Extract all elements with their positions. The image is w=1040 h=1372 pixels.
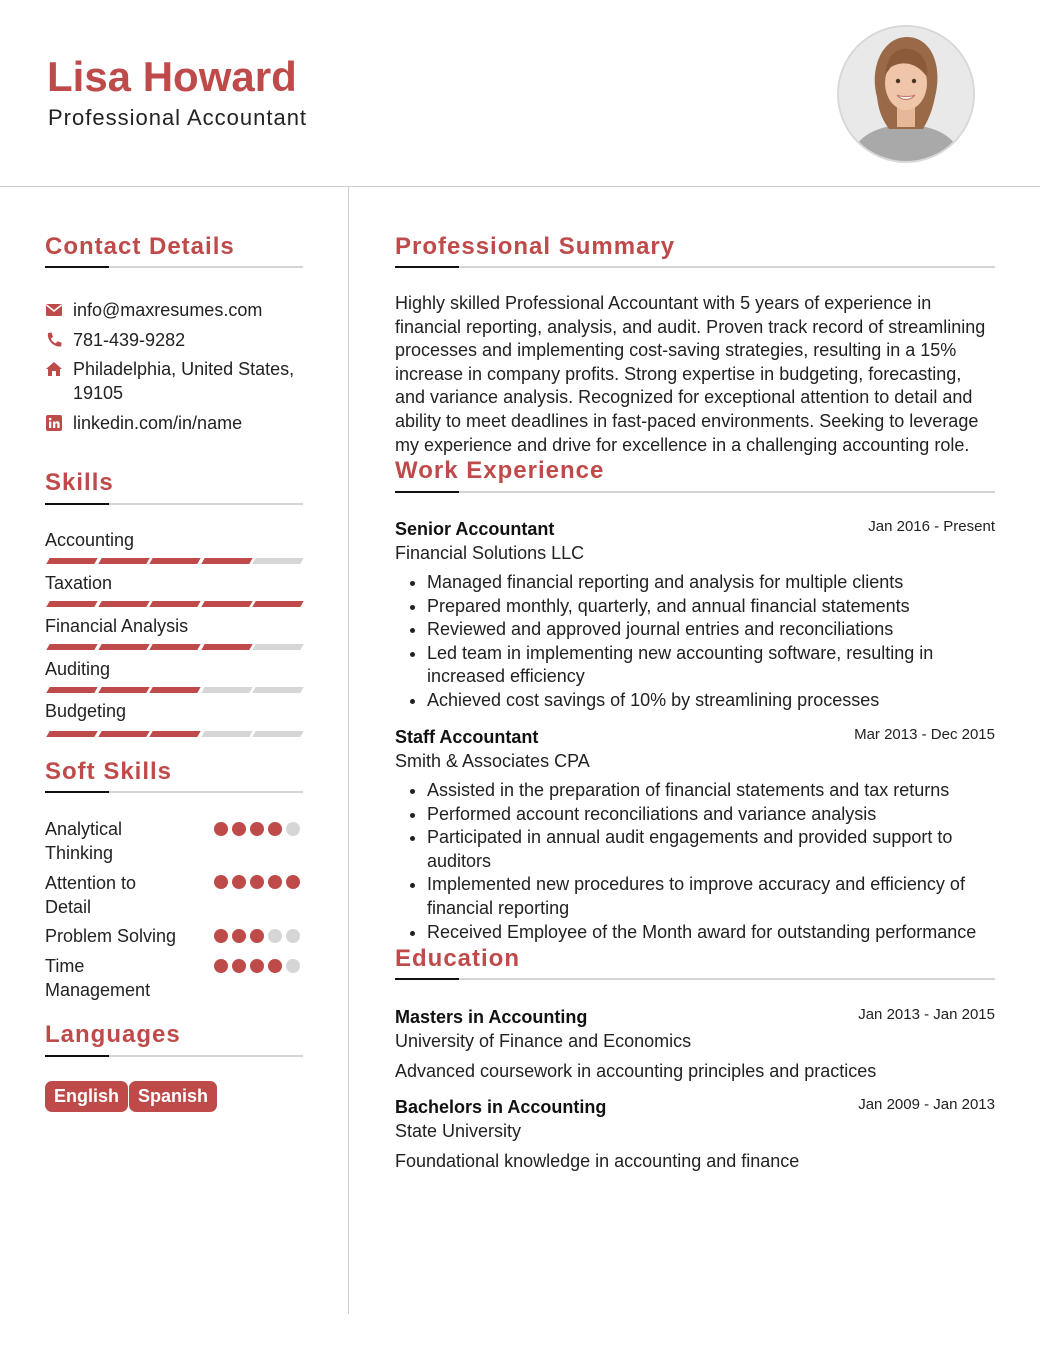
skill-level-segment <box>149 644 200 650</box>
contact-heading: Contact Details <box>45 233 235 260</box>
person-portrait-icon <box>839 27 973 161</box>
skill-level-segment <box>252 601 303 607</box>
job-bullets <box>395 571 995 713</box>
skill-level-segment <box>149 558 200 564</box>
rating-dot <box>214 929 228 943</box>
rating-dot <box>214 822 228 836</box>
skill-level-segment <box>201 601 252 607</box>
education-dates: Jan 2013 - Jan 2015 <box>858 1006 995 1023</box>
candidate-title: Professional Accountant <box>48 105 308 130</box>
skill-level-segment <box>252 644 303 650</box>
envelope-icon <box>45 301 63 319</box>
job-bullet: • Implemented new procedures to improve accuracy and efficiency of financial reporting <box>427 873 995 920</box>
language-badge: Spanish <box>129 1081 217 1112</box>
rating-dot <box>286 959 300 973</box>
summary-text: Highly skilled Professional Accountant with 5 years of experience in financial reporting, analysis, and audit. Proven track record of streamlining processes and implementing cost-saving strategies, resulting in a 15% increase in company profits. Strong expertise in budgeting, forecasting, and variance analysis. Recognized for exceptional attention to detail and ability to meet deadlines in fast-paced environments. Seeking to leverage my experience and drive for excellence in a challenging accounting role. <box>395 293 986 455</box>
skill-level-segment <box>46 731 97 737</box>
job-bullet: • Achieved cost savings of 10% by streamlining processes <box>427 689 995 713</box>
rating-dot <box>250 875 264 889</box>
summary-heading-rule <box>395 266 995 268</box>
rating-dot <box>268 875 282 889</box>
skill-name: Budgeting <box>45 701 127 721</box>
skill-bar <box>45 601 303 607</box>
email-text: info@maxresumes.com <box>73 300 263 320</box>
skill-level-segment <box>98 601 149 607</box>
skill-level-segment <box>201 644 252 650</box>
rating-dot <box>250 822 264 836</box>
language-badge: English <box>45 1081 128 1112</box>
job-bullet: • Assisted in the preparation of financial statements and tax returns <box>427 779 995 803</box>
rating-dot <box>250 959 264 973</box>
skill-level-segment <box>252 731 303 737</box>
skill-level-segment <box>98 731 149 737</box>
languages-heading: Languages <box>45 1021 181 1048</box>
education-school: University of Finance and Economics <box>395 1031 692 1051</box>
skill-level-segment <box>98 687 149 693</box>
candidate-name: Lisa Howard <box>47 53 297 100</box>
soft-skills-heading: Soft Skills <box>45 758 173 785</box>
rating-dot <box>232 929 246 943</box>
skill-level-segment <box>201 687 252 693</box>
job-role: Senior Accountant <box>395 519 555 539</box>
profile-photo <box>837 25 975 163</box>
job-bullet: • Led team in implementing new accounting software, resulting in increased efficiency <box>427 642 995 689</box>
phone-text: 781-439-9282 <box>73 330 186 350</box>
skill-level-segment <box>252 558 303 564</box>
experience-heading: Work Experience <box>395 457 605 484</box>
education-description: Advanced coursework in accounting principles and practices <box>395 1061 877 1081</box>
job-bullets <box>395 779 995 944</box>
skill-level-segment <box>98 558 149 564</box>
soft-skill-name: Attention to Detail <box>45 873 137 917</box>
rating-dot <box>214 875 228 889</box>
summary-heading: Professional Summary <box>395 233 676 260</box>
rating-dot <box>268 929 282 943</box>
education-school: State University <box>395 1121 522 1141</box>
rating-dot <box>286 875 300 889</box>
rating-dot <box>232 875 246 889</box>
skills-heading-rule <box>45 503 303 505</box>
rating-dot <box>268 959 282 973</box>
job-bullet: • Received Employee of the Month award for outstanding performance <box>427 921 995 945</box>
skill-level-segment <box>149 601 200 607</box>
soft-skill-name: Time Management <box>45 956 151 1000</box>
skills-heading: Skills <box>45 469 114 496</box>
home-icon <box>45 360 63 378</box>
job-bullet: • Participated in annual audit engagements and provided support to auditors <box>427 826 995 873</box>
job-bullet: • Managed financial reporting and analysis for multiple clients <box>427 571 995 595</box>
skill-level-segment <box>149 731 200 737</box>
skill-name: Taxation <box>45 573 113 593</box>
education-dates: Jan 2009 - Jan 2013 <box>858 1096 995 1113</box>
rating-dot <box>214 959 228 973</box>
column-divider <box>348 187 349 1314</box>
job-company: Smith & Associates CPA <box>395 751 590 771</box>
rating-dot <box>286 929 300 943</box>
languages-heading-rule <box>45 1055 303 1057</box>
skill-level-segment <box>201 731 252 737</box>
skill-bar <box>45 731 303 737</box>
skill-level-segment <box>149 687 200 693</box>
experience-heading-rule <box>395 491 995 493</box>
skill-name: Accounting <box>45 530 135 550</box>
job-bullet: • Performed account reconciliations and variance analysis <box>427 803 995 827</box>
skill-level-segment <box>98 644 149 650</box>
job-company: Financial Solutions LLC <box>395 543 585 563</box>
education-degree: Masters in Accounting <box>395 1007 588 1027</box>
rating-dot <box>286 822 300 836</box>
resume-header <box>0 0 1040 187</box>
skill-level-segment <box>46 601 97 607</box>
skill-bar <box>45 558 303 564</box>
skill-name: Financial Analysis <box>45 616 189 636</box>
skill-bar <box>45 644 303 650</box>
skill-bar <box>45 687 303 693</box>
skill-name: Auditing <box>45 659 111 679</box>
rating-dot <box>232 822 246 836</box>
skill-level-segment <box>46 558 97 564</box>
rating-dot <box>268 822 282 836</box>
skill-level-segment <box>46 687 97 693</box>
education-degree: Bachelors in Accounting <box>395 1097 607 1117</box>
contact-heading-rule <box>45 266 303 268</box>
phone-icon <box>45 331 63 349</box>
education-heading-rule <box>395 978 995 980</box>
skill-level-segment <box>252 687 303 693</box>
soft-skill-name: Problem Solving <box>45 926 177 946</box>
location-text: Philadelphia, United States, 19105 <box>73 359 295 403</box>
education-heading: Education <box>395 945 521 972</box>
linkedin-icon <box>45 414 63 432</box>
soft-skill-name: Analytical Thinking <box>45 819 123 863</box>
rating-dot <box>250 929 264 943</box>
education-description: Foundational knowledge in accounting and finance <box>395 1151 800 1171</box>
job-bullet: • Prepared monthly, quarterly, and annual financial statements <box>427 595 995 619</box>
job-dates: Jan 2016 - Present <box>868 518 995 535</box>
job-bullet: • Reviewed and approved journal entries and reconciliations <box>427 618 995 642</box>
job-dates: Mar 2013 - Dec 2015 <box>854 726 995 743</box>
skill-level-segment <box>46 644 97 650</box>
job-role: Staff Accountant <box>395 727 539 747</box>
rating-dot <box>232 959 246 973</box>
linkedin-text: linkedin.com/in/name <box>73 413 243 433</box>
skill-level-segment <box>201 558 252 564</box>
soft-skills-heading-rule <box>45 791 303 793</box>
